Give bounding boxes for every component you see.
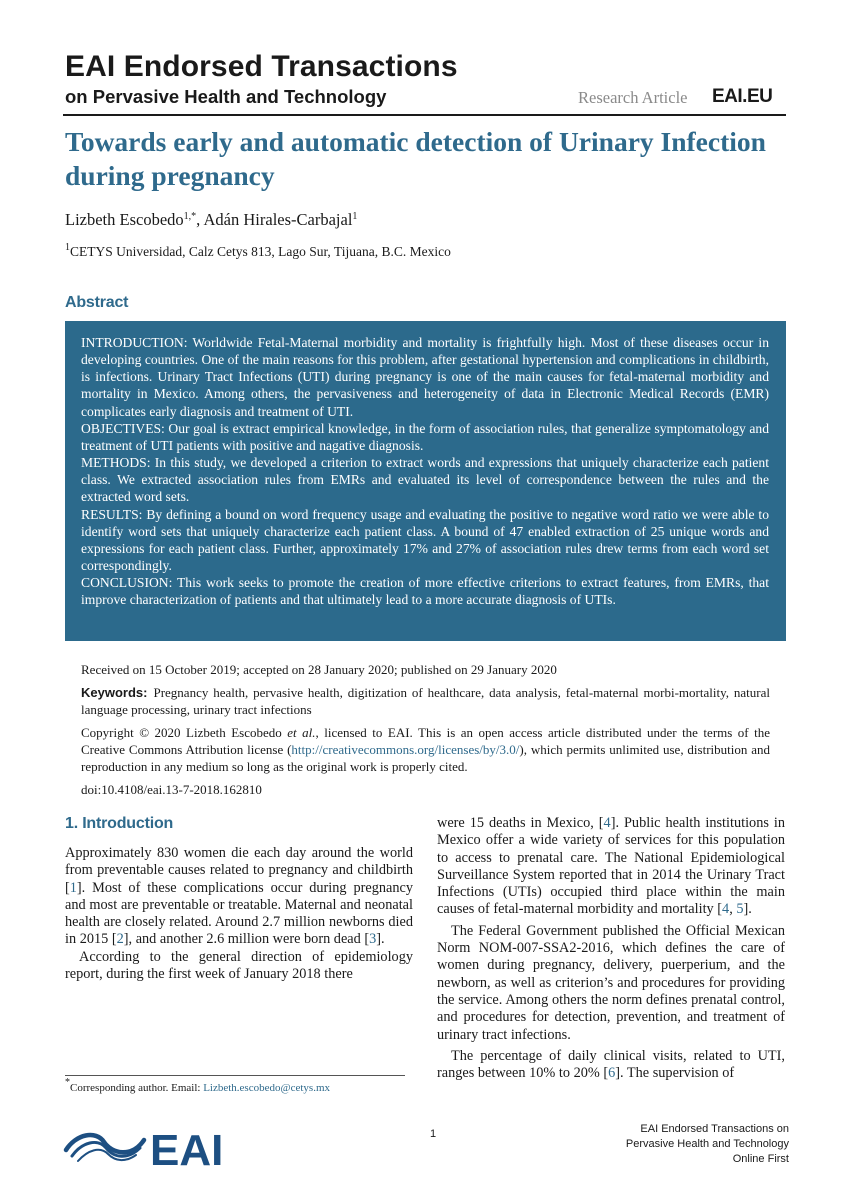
citation-link[interactable]: 6 bbox=[608, 1065, 616, 1082]
intro-paragraph bbox=[437, 815, 785, 919]
doi: doi:10.4108/eai.13-7-2018.162810 bbox=[81, 782, 262, 797]
eai-logo bbox=[62, 1124, 237, 1168]
author-separator: , bbox=[196, 210, 204, 229]
author-name: Adán Hirales-Carbajal bbox=[203, 210, 353, 229]
abstract-paragraph: RESULTS: By defining a bound on word frequency usage and evaluating the positive to negative word ratio we were able to identify word sets that uniquely characterize each patient class. A bound of 47 enabled extraction of 25 unique words and expressions for each patient class. Further, approximately 17% and 27% of association rules drew terms from each word set correspondingly. bbox=[81, 506, 769, 574]
footnote bbox=[65, 1077, 331, 1094]
article-title: Towards early and automatic detection of Urinary Infection during pregnancy bbox=[65, 126, 766, 191]
journal-footer bbox=[600, 1122, 789, 1167]
intro-paragraph bbox=[65, 845, 413, 949]
text-run: The percentage of daily clinical visits, related to UTI, ranges between 10% to 20% [ bbox=[437, 1047, 785, 1082]
affiliation bbox=[65, 244, 451, 260]
header-rule bbox=[63, 114, 786, 116]
text-run: Approximately 830 women die each day around the world from preventable causes related to pregnancy and childbirth [ bbox=[65, 845, 413, 896]
footnote-rule bbox=[65, 1075, 405, 1076]
article-type: Research Article bbox=[578, 88, 688, 107]
text-run: ]. Public health institutions in Mexico offer a wide variety of services for this population to access to prenatal care. The National Epidemiological Surveillance System reported that in 2014 the Urinary Tract Infections (UTIs) occupied third place within the main causes of fetal-maternal morbidity and mortality [ bbox=[437, 815, 785, 918]
copyright-text: ), which permits unlimited use, distribution and reproduction in any medium so long as the original work is properly cited. bbox=[81, 742, 771, 774]
citation-link[interactable]: 4 bbox=[603, 815, 611, 831]
publisher-mark: EAI.EU bbox=[712, 86, 773, 107]
footer-line: EAI Endorsed Transactions on bbox=[640, 1123, 789, 1135]
abstract-text bbox=[81, 334, 769, 609]
intro-paragraph: According to the general direction of epidemiology report, during the first week of January 2018 there bbox=[65, 948, 413, 983]
intro-paragraph: The Federal Government published the Official Mexican Norm NOM-007-SSA2-2016, which defines the care of women during pregnancy, delivery, puerperium, and the newborn, as well as criterion’s and procedures for providing the service. Among others the norm defines prenatal control, and procedures for detection, prevention, and treatment of urinary tract infections. bbox=[437, 922, 785, 1043]
intro-paragraph bbox=[437, 1048, 785, 1083]
abstract-heading: Abstract bbox=[65, 294, 129, 311]
footer-line: Online First bbox=[732, 1153, 789, 1165]
abstract-paragraph: INTRODUCTION: Worldwide Fetal-Maternal morbidity and mortality is frightfully high. Most of these diseases occur in developing countries. One of the main reasons for this problem, after gestational hypertension and complications in childbirth, is infections. Urinary Tract Infections (UTI) during pregnancy is one of the main causes for fetal-maternal morbidity and mortality in Mexico. Among others, the pervasiveness and heterogeneity of data in Electronic Medical Records (EMR) complicates early diagnosis and treatment of UTI. bbox=[81, 335, 769, 419]
license-link[interactable]: http://creativecommons.org/licenses/by/3.0/ bbox=[291, 742, 520, 757]
author-affiliation-mark: 1 bbox=[352, 211, 358, 222]
copyright bbox=[81, 724, 770, 775]
journal-subtitle: on Pervasive Health and Technology bbox=[65, 86, 387, 107]
eai-logo-text: EAI bbox=[150, 1126, 224, 1168]
copyright-text: Copyright © 2020 Lizbeth Escobedo bbox=[81, 725, 288, 740]
article-meta bbox=[81, 661, 770, 804]
author-name: Lizbeth Escobedo bbox=[65, 210, 184, 229]
text-run: ]. The supervision of bbox=[615, 1065, 735, 1082]
footnote-mark: * bbox=[65, 1077, 70, 1088]
text-run: ], and another 2.6 million were born dead [ bbox=[123, 931, 370, 948]
affiliation-mark: 1 bbox=[65, 242, 70, 253]
keywords bbox=[81, 684, 770, 718]
text-run: ]. Most of these complications occur during pregnancy and most are preventable or treatable. Maternal and neonatal health are closely related. Around 2.7 million newborns died in 2015 [ bbox=[65, 879, 413, 948]
intro-heading: 1. Introduction bbox=[65, 815, 174, 832]
citation-link[interactable]: 2 bbox=[116, 931, 124, 948]
journal-title: EAI Endorsed Transactions bbox=[65, 50, 458, 83]
text-run: ]. bbox=[743, 901, 752, 918]
abstract-paragraph: METHODS: In this study, we developed a criterion to extract words and expressions that uniquely characterize each patient class. We extracted association rules from EMRs and evaluated its level of correspondence between the rules and the extracted word sets. bbox=[81, 455, 769, 505]
text-run: , bbox=[729, 901, 737, 918]
author-email-link[interactable]: Lizbeth.escobedo@cetys.mx bbox=[203, 1082, 331, 1094]
citation-link[interactable]: 4 bbox=[722, 901, 730, 918]
received-dates: Received on 15 October 2019; accepted on 28 January 2020; published on 29 January 2020 bbox=[81, 662, 557, 677]
right-column bbox=[437, 815, 785, 1082]
abstract-paragraph: OBJECTIVES: Our goal is extract empirical knowledge, in the form of association rules, that generalize symptomatology and treatment of UTI patients with positive and nagative diagnosis. bbox=[81, 420, 769, 453]
left-column bbox=[65, 845, 413, 983]
keywords-label: Keywords: bbox=[81, 685, 148, 700]
keywords-text: Pregnancy health, pervasive health, digitization of healthcare, data analysis, fetal-maternal morbi-mortality, natural language processing, urinary tract infections bbox=[81, 685, 770, 717]
affiliation-text: CETYS Universidad, Calz Cetys 813, Lago Sur, Tijuana, B.C. Mexico bbox=[70, 244, 451, 259]
citation-link[interactable]: 1 bbox=[69, 879, 77, 896]
author-line bbox=[65, 210, 357, 230]
eai-logo-swirl-icon bbox=[66, 1135, 144, 1161]
footer-line: Pervasive Health and Technology bbox=[625, 1138, 789, 1150]
footnote-text: Corresponding author. Email: bbox=[70, 1082, 204, 1094]
copyright-text: , licensed to EAI. This is an open access article distributed under the terms of the Creative Commons Attribution license ( bbox=[81, 725, 770, 757]
citation-link[interactable]: 3 bbox=[369, 931, 377, 948]
abstract-paragraph: CONCLUSION: This work seeks to promote the creation of more effective criterions to extract features, from EMRs, that improve characterization of patients and that ultimately lead to a more accurate diagnosis of UTIs. bbox=[81, 575, 769, 608]
copyright-etal: et al. bbox=[287, 725, 316, 740]
author-affiliation-mark: 1,* bbox=[183, 211, 197, 222]
page-number: 1 bbox=[430, 1128, 437, 1140]
text-run: ]. bbox=[376, 931, 385, 948]
citation-link[interactable]: 5 bbox=[736, 901, 744, 918]
text-run: were 15 deaths in Mexico, [ bbox=[437, 815, 604, 831]
